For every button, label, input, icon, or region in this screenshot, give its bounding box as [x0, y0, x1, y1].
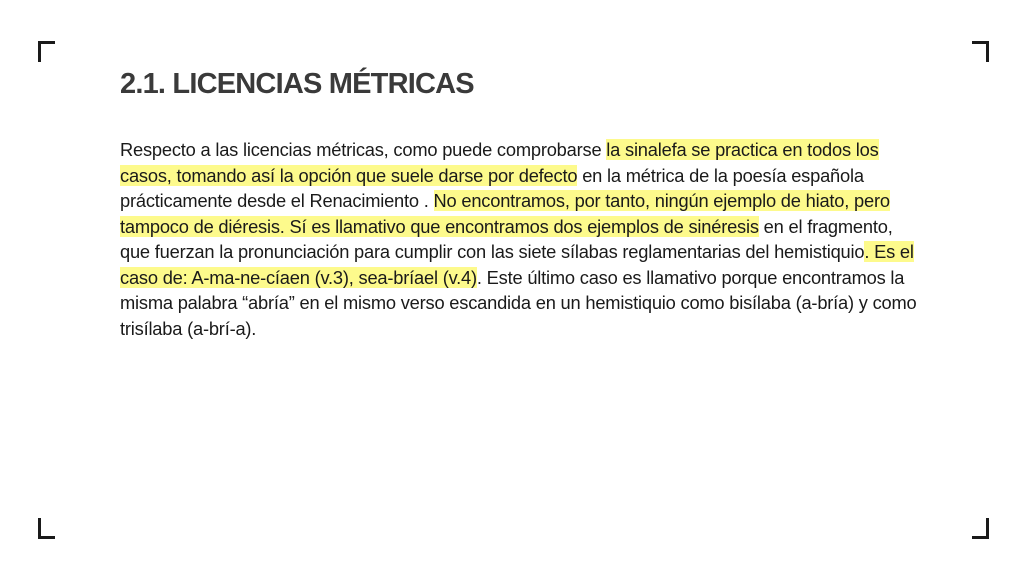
- corner-mark-top-right: [972, 41, 989, 62]
- text-segment: Respecto a las licencias métricas, como puede comprobarse: [120, 139, 607, 160]
- corner-mark-top-left: [38, 41, 55, 62]
- highlighted-segment: la sinalefa se practica en todos los casos, tomando así la opción que suele darse por defecto: [120, 139, 879, 186]
- corner-mark-bottom-left: [38, 518, 55, 539]
- body-paragraph: [120, 137, 920, 341]
- highlighted-segment: No encontramos, por tanto, ningún ejemplo de hiato, pero tampoco de diéresis. Sí es llamativo que encontramos dos ejemplos de sinéresis: [120, 190, 890, 237]
- text-segment: en el fragmento, que fuerzan la pronunciación para cumplir con las siete sílabas reglamentarias del hemistiquio: [120, 215, 893, 262]
- corner-mark-bottom-right: [972, 518, 989, 539]
- text-segment: en la métrica de la poesía española prácticamente desde el Renacimiento .: [120, 164, 864, 211]
- slide-title: 2.1. LICENCIAS MÉTRICAS: [120, 68, 474, 100]
- text-segment: . Este último caso es llamativo porque encontramos la misma palabra “abría” en el mismo verso escandida en un hemistiquio como bisílaba (a-bría) y como trisílaba (a-brí-a).: [120, 266, 917, 339]
- highlighted-segment: . Es el caso de: A-ma-ne-cíaen (v.3), sea-bríael (v.4): [120, 241, 914, 288]
